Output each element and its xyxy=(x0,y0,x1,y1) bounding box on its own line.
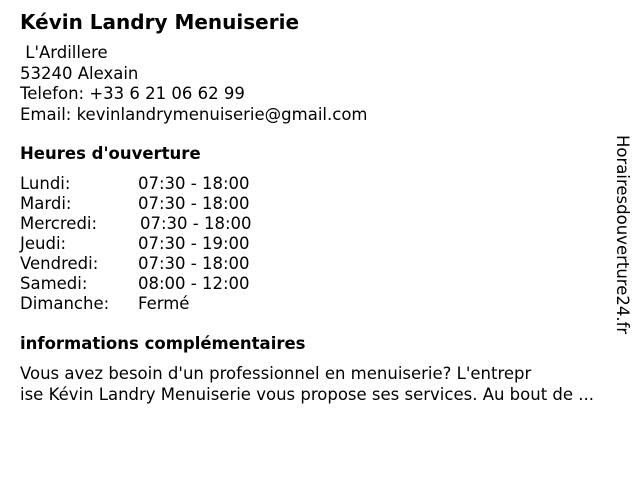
city-line: 53240 Alexain xyxy=(20,63,139,83)
phone-line: Telefon: +33 6 21 06 62 99 xyxy=(20,84,245,103)
contact-block xyxy=(20,43,367,125)
day-label: Vendredi: xyxy=(20,254,99,273)
day-label: Samedi: xyxy=(20,274,88,293)
day-label: Lundi: xyxy=(20,174,71,193)
day-label: Dimanche: xyxy=(20,294,110,313)
time-value: 07:30 - 18:00 xyxy=(138,194,250,213)
address-line: L'Ardillere xyxy=(20,43,108,62)
time-value: 07:30 - 18:00 xyxy=(138,254,250,273)
email-line: Email: kevinlandrymenuiserie@gmail.com xyxy=(20,104,368,124)
opening-hours-heading: Heures d'ouverture xyxy=(20,144,201,163)
time-value: 07:30 - 18:00 xyxy=(138,174,250,193)
time-value: 07:30 - 19:00 xyxy=(138,234,250,253)
time-value: 07:30 - 18:00 xyxy=(140,214,252,233)
site-watermark: Horairesdouverture24.fr xyxy=(613,135,632,335)
time-value: 08:00 - 12:00 xyxy=(138,274,250,293)
description-text xyxy=(20,364,594,405)
time-value: Fermé xyxy=(138,294,190,313)
additional-info-heading: informations complémentaires xyxy=(20,334,306,353)
description-line: Vous avez besoin d'un professionnel en menuiserie? L'entrepr xyxy=(20,364,532,383)
day-label: Jeudi: xyxy=(20,234,67,253)
day-label: Mardi: xyxy=(20,194,72,213)
business-name: Kévin Landry Menuiserie xyxy=(20,10,300,34)
day-label: Mercredi: xyxy=(20,214,98,233)
description-line: ise Kévin Landry Menuiserie vous propose ses services. Au bout de ... xyxy=(20,384,595,404)
